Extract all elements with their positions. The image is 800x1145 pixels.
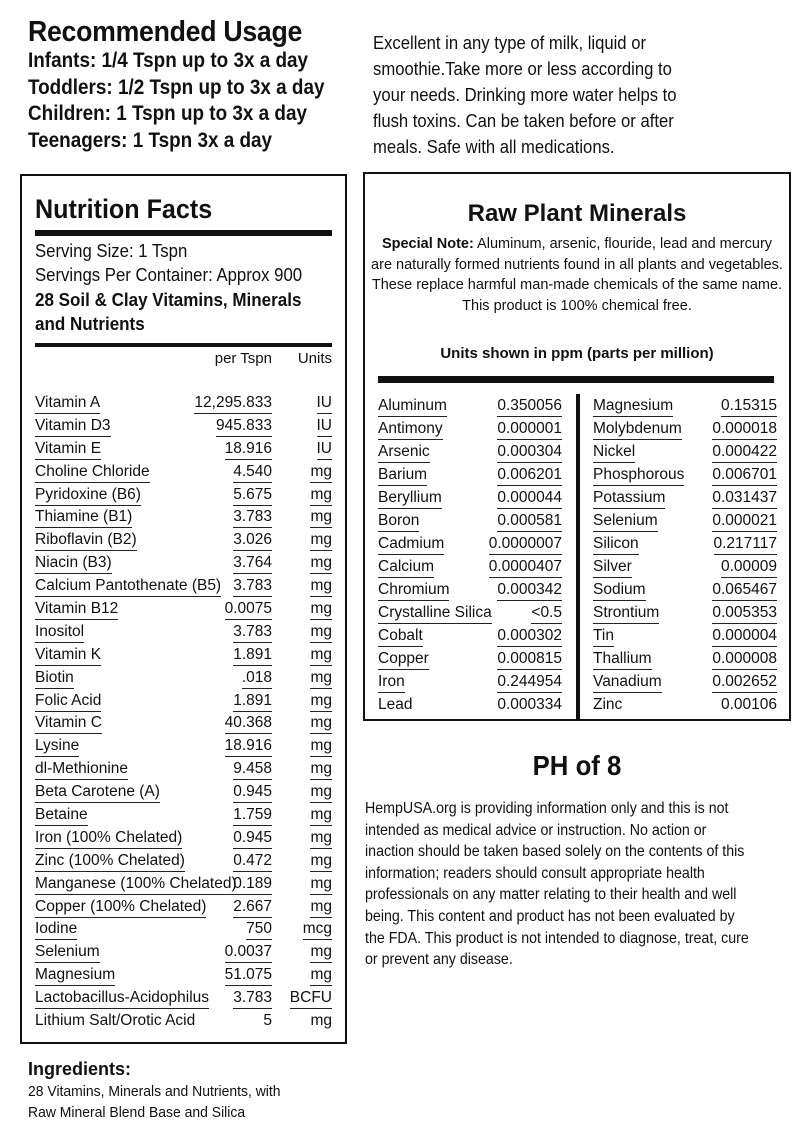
mineral-ppm: 0.000422 (712, 442, 777, 463)
nutrition-row (35, 461, 332, 484)
nutrient-name: Lithium Salt/Orotic Acid (35, 1012, 196, 1030)
mineral-row (593, 396, 777, 419)
usage-note (373, 30, 751, 160)
ingredients-text (28, 1081, 326, 1123)
mineral-row (593, 626, 777, 649)
nutrient-unit: mg (310, 827, 332, 849)
usage-teenagers: Teenagers: 1 Tspn 3x a day (28, 128, 273, 152)
nutrient-unit: IU (317, 392, 333, 414)
mineral-name: Strontium (593, 603, 659, 624)
mineral-name: Thallium (593, 649, 652, 670)
mineral-row (378, 511, 562, 534)
nutrient-unit: mg (310, 1012, 332, 1030)
mineral-ppm: <0.5 (531, 603, 562, 624)
nutrient-amount: 3.783 (233, 506, 272, 528)
nutrition-row (35, 667, 332, 690)
nutrient-name: Iron (100% Chelated) (35, 827, 182, 849)
mineral-row (593, 603, 777, 626)
mineral-name: Chromium (378, 580, 449, 601)
nutrient-amount: 3.783 (233, 621, 272, 643)
ingredients (28, 1057, 348, 1123)
nutrient-amount: 1.891 (233, 644, 272, 666)
nutrient-name: Betaine (35, 804, 88, 826)
nutrition-column-header (35, 350, 332, 372)
nutrition-row (35, 781, 332, 804)
nutrient-unit: mg (310, 506, 332, 528)
servings-per-container: Servings Per Container: Approx 900 (35, 265, 303, 285)
mineral-ppm: 0.006201 (497, 465, 562, 486)
nutrition-row (35, 850, 332, 873)
mineral-row (378, 695, 562, 718)
nutrient-name: Thiamine (B1) (35, 506, 132, 528)
nutrient-name: Vitamin E (35, 438, 101, 460)
disclaimer-line: the FDA. This product is not intended to diagnose, treat, cure (365, 929, 749, 947)
mineral-name: Lead (378, 696, 413, 713)
nutrient-amount: 0.0075 (225, 598, 272, 620)
mineral-name: Magnesium (593, 396, 673, 417)
nutrition-headline-line: and Nutrients (35, 313, 145, 334)
chemical-free-note: This product is 100% chemical free. (462, 297, 692, 314)
mineral-ppm: 0.000004 (712, 626, 777, 647)
nutrition-row (35, 598, 332, 621)
mineral-name: Zinc (593, 696, 623, 713)
column-divider (576, 394, 580, 721)
usage-note-line: flush toxins. Can be taken before or after (373, 110, 674, 131)
mineral-row (593, 557, 777, 580)
nutrient-name: Selenium (35, 941, 100, 963)
nutrient-unit: mg (310, 850, 332, 872)
nutrient-amount: 3.783 (233, 987, 272, 1009)
mineral-ppm: 0.005353 (712, 603, 777, 624)
mineral-ppm: 0.000581 (497, 511, 562, 532)
nutrient-unit: mg (310, 575, 332, 597)
nutrition-row (35, 964, 332, 987)
nutrient-amount: 0.945 (233, 781, 272, 803)
nutrient-unit: mg (310, 667, 332, 689)
mineral-row (378, 649, 562, 672)
nutrient-name: Magnesium (35, 964, 115, 986)
nutrition-row (35, 392, 332, 415)
nutrient-name: Lactobacillus-Acidophilus (35, 987, 209, 1009)
nutrient-name: Folic Acid (35, 690, 101, 712)
nutrition-row (35, 415, 332, 438)
mineral-row (378, 672, 562, 695)
nutrient-unit: mg (310, 461, 332, 483)
mineral-row (378, 580, 562, 603)
mineral-row (593, 419, 777, 442)
mineral-name: Sodium (593, 580, 646, 601)
usage-infants: Infants: 1/4 Tspn up to 3x a day (28, 49, 309, 72)
mineral-ppm: 0.000342 (497, 580, 562, 601)
usage-children: Children: 1 Tspn up to 3x a day (28, 102, 307, 125)
nutrient-amount: 0.472 (233, 850, 272, 872)
minerals-title: Raw Plant Minerals (467, 200, 687, 227)
mineral-ppm: 0.000815 (497, 649, 562, 670)
disclaimer-line: HempUSA.org is providing information only and this is not (365, 800, 729, 817)
nutrient-amount: 12,295.833 (194, 392, 272, 414)
mineral-row (378, 603, 562, 626)
nutrient-amount: 51.075 (225, 964, 272, 986)
nutrition-facts-title: Nutrition Facts (35, 194, 213, 224)
nutrient-name: Zinc (100% Chelated) (35, 850, 185, 872)
mineral-name: Silicon (593, 534, 639, 555)
disclaimer-line: information; readers should consult appropriate health (365, 864, 705, 882)
mineral-ppm: 0.000334 (497, 696, 562, 713)
mineral-ppm: 0.350056 (497, 396, 562, 417)
mineral-row (378, 557, 562, 580)
nutrient-name: Choline Chloride (35, 461, 150, 483)
raw-plant-minerals-panel (363, 172, 791, 721)
mineral-row (593, 695, 777, 718)
nutrient-amount: 3.764 (233, 552, 272, 574)
nutrient-unit: mg (310, 621, 332, 643)
nutrient-name: Pyridoxine (B6) (35, 484, 141, 506)
mineral-ppm: 0.031437 (712, 488, 777, 509)
mineral-row (593, 488, 777, 511)
mineral-ppm: 0.0000007 (489, 534, 562, 555)
nutrient-amount: .018 (242, 667, 272, 689)
nutrient-unit: IU (317, 438, 333, 460)
mineral-name: Phosphorous (593, 465, 684, 486)
usage-note-line: Excellent in any type of milk, liquid or (373, 32, 647, 53)
nutrient-name: dl-Methionine (35, 758, 128, 780)
nutrition-row (35, 484, 332, 507)
nutrition-row (35, 529, 332, 552)
nutrient-unit: BCFU (290, 987, 332, 1009)
mineral-name: Molybdenum (593, 419, 682, 440)
nutrient-name: Biotin (35, 667, 74, 689)
mineral-name: Selenium (593, 511, 658, 532)
nutrient-name: Calcium Pantothenate (B5) (35, 575, 221, 597)
nutrient-name: Vitamin D3 (35, 415, 111, 437)
special-note-text: Aluminum, arsenic, flouride, lead and mercury are naturally formed nutrients found in all plants and vegetables. These replace harmful man-made chemicals of the same name. (371, 236, 783, 293)
nutrient-amount: 4.540 (233, 461, 272, 483)
nutrient-amount: 9.458 (233, 758, 272, 780)
nutrient-unit: mg (310, 552, 332, 574)
nutrition-headline (35, 288, 301, 336)
column-per-tspn: per Tspn (214, 350, 272, 367)
serving-info (35, 239, 342, 287)
disclaimer (365, 798, 788, 971)
mineral-ppm: 0.00106 (720, 696, 777, 713)
nutrient-name: Manganese (100% Chelated) (35, 873, 237, 895)
mineral-ppm: 0.000008 (712, 649, 777, 670)
units-note: Units shown in ppm (parts per million) (440, 345, 714, 362)
mineral-name: Silver (593, 557, 632, 578)
nutrition-headline-line: 28 Soil & Clay Vitamins, Minerals (35, 289, 302, 310)
mineral-name: Boron (378, 511, 419, 532)
mineral-ppm: 0.000018 (712, 419, 777, 440)
mineral-ppm: 0.002652 (712, 672, 777, 693)
serving-size: Serving Size: 1 Tspn (35, 241, 188, 261)
nutrient-unit: mg (310, 804, 332, 826)
nutrition-facts-panel (20, 174, 347, 1044)
nutrient-name: Vitamin A (35, 392, 100, 414)
nutrient-amount: 40.368 (225, 712, 272, 734)
nutrient-unit: mg (310, 712, 332, 734)
nutrient-unit: IU (317, 415, 333, 437)
nutrition-table (35, 392, 332, 1033)
nutrient-amount: 1.759 (233, 804, 272, 826)
nutrition-row (35, 1010, 332, 1033)
mineral-name: Tin (593, 626, 614, 647)
mineral-row (378, 534, 562, 557)
nutrition-row (35, 712, 332, 735)
nutrition-row (35, 575, 332, 598)
usage-note-line: smoothie.Take more or less according to (373, 58, 672, 79)
nutrient-name: Inositol (35, 621, 84, 643)
mineral-ppm: 0.000302 (497, 626, 562, 647)
nutrient-name: Lysine (35, 735, 79, 757)
nutrient-amount: 5.675 (233, 484, 272, 506)
mineral-row (593, 465, 777, 488)
usage-toddlers: Toddlers: 1/2 Tspn up to 3x a day (28, 75, 325, 99)
mineral-ppm: 0.0000407 (489, 557, 562, 578)
mineral-name: Cobalt (378, 626, 423, 647)
nutrient-unit: mg (310, 758, 332, 780)
mineral-ppm: 0.15315 (721, 396, 777, 417)
mineral-row (378, 465, 562, 488)
nutrient-name: Iodine (35, 918, 77, 940)
nutrient-name: Vitamin C (35, 712, 102, 734)
nutrient-name: Beta Carotene (A) (35, 781, 160, 803)
nutrient-unit: mg (310, 781, 332, 803)
nutrient-name: Vitamin K (35, 644, 101, 666)
nutrient-name: Copper (100% Chelated) (35, 896, 206, 918)
usage-note-line: your needs. Drinking more water helps to (373, 84, 677, 105)
mineral-ppm: 0.000021 (712, 511, 777, 532)
disclaimer-line: being. This content and product has not been evaluated by (365, 907, 735, 925)
special-note (371, 234, 783, 316)
nutrient-unit: mg (310, 529, 332, 551)
disclaimer-line: or prevent any disease. (365, 951, 513, 969)
nutrient-unit: mg (310, 644, 332, 666)
nutrient-amount: 0.0037 (225, 941, 272, 963)
nutrition-row (35, 438, 332, 461)
nutrient-amount: 1.891 (233, 690, 272, 712)
minerals-column-right (593, 396, 777, 718)
mineral-row (378, 626, 562, 649)
mineral-row (378, 442, 562, 465)
mineral-ppm: 0.006701 (712, 465, 777, 486)
ingredients-line: 28 Vitamins, Minerals and Nutrients, with (28, 1083, 281, 1100)
nutrition-row (35, 735, 332, 758)
column-units: Units (297, 350, 332, 367)
mineral-row (593, 442, 777, 465)
nutrition-row (35, 918, 332, 941)
nutrient-unit: mg (310, 735, 332, 757)
mineral-name: Vanadium (593, 672, 662, 693)
nutrient-unit: mg (310, 964, 332, 986)
disclaimer-line: inaction should be taken based solely on the contents of this (365, 843, 745, 861)
nutrient-name: Niacin (B3) (35, 552, 112, 574)
mineral-row (593, 672, 777, 695)
nutrient-amount: 0.189 (233, 873, 272, 895)
nutrition-row (35, 941, 332, 964)
ingredients-title: Ingredients: (28, 1059, 132, 1079)
mineral-name: Cadmium (378, 534, 444, 555)
mineral-ppm: 0.00009 (721, 557, 777, 578)
nutrient-unit: mg (310, 484, 332, 506)
nutrient-amount: 750 (246, 918, 272, 940)
nutrition-row (35, 987, 332, 1010)
mineral-name: Crystalline Silica (378, 603, 492, 624)
mineral-row (593, 511, 777, 534)
nutrition-row (35, 896, 332, 919)
mineral-row (593, 580, 777, 603)
mineral-ppm: 0.000044 (497, 488, 562, 509)
mineral-name: Iron (378, 672, 405, 693)
nutrient-unit: mg (310, 598, 332, 620)
disclaimer-line: professionals on any matter relating to their health and well (365, 886, 737, 904)
nutrition-row (35, 758, 332, 781)
nutrition-row (35, 690, 332, 713)
mineral-name: Beryllium (378, 488, 442, 509)
nutrition-row (35, 552, 332, 575)
nutrition-row (35, 804, 332, 827)
disclaimer-line: intended as medical advice or instruction. No action or (365, 821, 707, 839)
ingredients-line: Raw Mineral Blend Base and Silica (28, 1104, 246, 1121)
mineral-name: Antimony (378, 419, 443, 440)
mineral-name: Copper (378, 649, 429, 670)
mineral-row (593, 649, 777, 672)
mineral-name: Arsenic (378, 442, 430, 463)
mineral-name: Calcium (378, 557, 434, 578)
divider (35, 230, 332, 236)
special-note-label: Special Note: (381, 236, 474, 252)
mineral-ppm: 0.244954 (497, 672, 562, 693)
mineral-row (378, 396, 562, 419)
recommended-usage (28, 16, 358, 154)
mineral-ppm: 0.000304 (497, 442, 562, 463)
nutrient-unit: mg (310, 896, 332, 918)
mineral-row (593, 534, 777, 557)
nutrient-unit: mg (310, 873, 332, 895)
nutrient-amount: 0.945 (233, 827, 272, 849)
mineral-name: Potassium (593, 488, 665, 509)
mineral-ppm: 0.000001 (497, 419, 562, 440)
nutrient-name: Vitamin B12 (35, 598, 118, 620)
nutrition-row (35, 506, 332, 529)
minerals-column-left (378, 396, 562, 718)
nutrient-unit: mcg (303, 918, 332, 940)
divider (35, 343, 332, 347)
nutrient-amount: 18.916 (225, 735, 272, 757)
mineral-name: Barium (378, 465, 427, 486)
nutrition-row (35, 827, 332, 850)
nutrient-amount: 5 (263, 1012, 272, 1030)
nutrient-amount: 18.916 (225, 438, 272, 460)
nutrient-unit: mg (310, 690, 332, 712)
nutrition-row (35, 621, 332, 644)
mineral-ppm: 0.065467 (712, 580, 777, 601)
mineral-name: Nickel (593, 442, 635, 463)
ph-heading: PH of 8 (532, 750, 622, 781)
nutrient-name: Riboflavin (B2) (35, 529, 137, 551)
nutrient-amount: 945.833 (216, 415, 272, 437)
usage-note-line: meals. Safe with all medications. (373, 136, 615, 157)
nutrition-row (35, 873, 332, 896)
mineral-row (378, 488, 562, 511)
usage-title: Recommended Usage (28, 16, 303, 48)
divider (378, 376, 774, 383)
mineral-ppm: 0.217117 (714, 534, 778, 555)
nutrient-unit: mg (310, 941, 332, 963)
nutrient-amount: 3.026 (233, 529, 272, 551)
nutrient-amount: 3.783 (233, 575, 272, 597)
nutrient-amount: 2.667 (233, 896, 272, 918)
nutrition-row (35, 644, 332, 667)
mineral-row (378, 419, 562, 442)
mineral-name: Aluminum (378, 396, 447, 417)
